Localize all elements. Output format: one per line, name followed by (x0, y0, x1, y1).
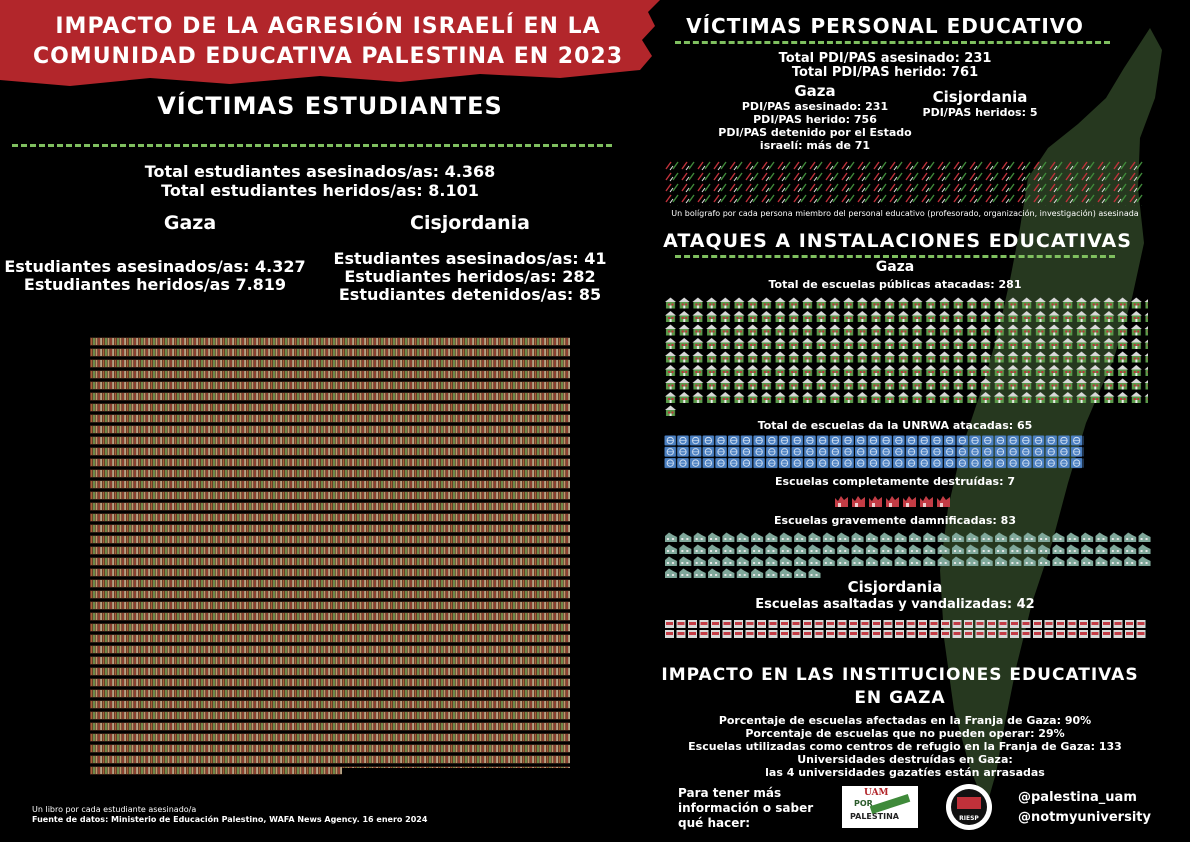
attacks-unrwa: Total de escuelas da la UNRWA atacadas: 65 (757, 419, 1033, 432)
unrwa-icon-grid (664, 435, 1084, 469)
students-caption: Un libro por cada estudiante asesinado/a (32, 805, 197, 814)
destroyed-school-icon (834, 493, 954, 509)
attacks-public-schools: Total de escuelas públicas atacadas: 281 (768, 278, 1022, 291)
staff-gaza-detained: PDI/PAS detenido por el Estado israelí: más de 71 (718, 126, 912, 152)
students-westbank-detained: Estudiantes detenidos/as: 85 (338, 285, 602, 304)
staff-total-killed: Total PDI/PAS asesinado: 231 (778, 51, 992, 66)
staff-gaza-heading: Gaza (794, 82, 836, 100)
handle-notmyuniversity[interactable]: @notmyuniversity (1018, 810, 1151, 825)
students-gaza-heading: Gaza (163, 212, 217, 234)
attacks-gaza-heading: Gaza (875, 259, 915, 275)
staff-gaza-injured: PDI/PAS herido: 756 (753, 113, 877, 126)
logo-text: POR (854, 799, 873, 808)
students-gaza-killed: Estudiantes asesinados/as: 4.327 (4, 257, 306, 276)
school-icon-grid (664, 296, 1148, 416)
staff-gaza-killed: PDI/PAS asesinado: 231 (741, 100, 889, 113)
destroyed-school-grid (834, 493, 954, 509)
divider (675, 41, 1110, 44)
institutions-line-3: Escuelas utilizadas como centros de refugio en la Franja de Gaza: 133 (688, 740, 1122, 753)
institutions-line-4: Universidades destruídas en Gaza: (797, 753, 1013, 766)
institutions-line-1: Porcentaje de escuelas afectadas en la Franja de Gaza: 90% (718, 714, 1092, 727)
attacks-heading: ATAQUES A INSTALACIONES EDUCATIVAS (663, 230, 1132, 252)
students-westbank-injured: Estudiantes heridos/as: 282 (344, 267, 596, 286)
school-icon (664, 404, 678, 416)
unrwa-icon (664, 435, 1084, 469)
students-gaza-injured: Estudiantes heridos/as 7.819 (23, 275, 287, 294)
students-total-killed: Total estudiantes asesinados/as: 4.368 (144, 162, 496, 181)
damaged-school-grid (664, 531, 1152, 579)
page-title: IMPACTO DE LA AGRESIÓN ISRAELÍ EN LA COMUNIDAD EDUCATIVA PALESTINA EN 2023 (32, 14, 624, 69)
students-total-injured: Total estudiantes heridos/as: 8.101 (161, 181, 479, 200)
pen-icon-grid (664, 160, 1144, 206)
institutions-line-2: Porcentaje de escuelas que no pueden operar: 29% (745, 727, 1065, 740)
staff-total-injured: Total PDI/PAS herido: 761 (791, 65, 979, 80)
attacks-westbank-heading: Cisjordania (847, 578, 943, 596)
logo-text: PALESTINA (850, 812, 899, 821)
handle-palestina-uam[interactable]: @palestina_uam (1018, 790, 1137, 805)
staff-caption: Un bolígrafo por cada persona miembro del personal educativo (profesorado, organización, investigación) asesinada (671, 209, 1139, 218)
staff-westbank-heading: Cisjordania (932, 88, 1028, 106)
uam-por-palestina-logo[interactable] (842, 786, 918, 828)
staff-heading: VÍCTIMAS PERSONAL EDUCATIVO (686, 14, 1084, 38)
attacks-vandalized: Escuelas asaltadas y vandalizadas: 42 (755, 597, 1035, 612)
students-westbank-heading: Cisjordania (410, 212, 530, 234)
logo-text: RIESP (959, 815, 979, 822)
staff-westbank-injured: PDI/PAS heridos: 5 (922, 106, 1038, 119)
school-icon (664, 296, 1148, 404)
institutions-line-5: las 4 universidades gazatíes están arrasadas (765, 766, 1045, 779)
students-westbank-killed: Estudiantes asesinados/as: 41 (333, 249, 607, 268)
attacks-destroyed: Escuelas completamente destruídas: 7 (775, 475, 1015, 488)
divider (675, 255, 1115, 258)
source-note: Fuente de datos: Ministerio de Educación Palestino, WAFA News Agency. 16 enero 2024 (32, 815, 428, 824)
pen-icon (664, 160, 1144, 206)
logo-text: UAM (864, 788, 889, 798)
riesp-logo[interactable] (946, 784, 992, 830)
institutions-heading: IMPACTO EN LAS INSTITUCIONES EDUCATIVAS EN GAZA (661, 665, 1139, 708)
vandalized-school-grid (664, 619, 1148, 639)
damaged-school-icon (664, 531, 1152, 567)
attacks-damaged: Escuelas gravemente damnificadas: 83 (774, 514, 1016, 527)
divider (12, 144, 612, 147)
book-icon (90, 336, 570, 776)
students-heading: VÍCTIMAS ESTUDIANTES (157, 92, 503, 120)
vandalized-school-icon (664, 619, 1148, 639)
book-icon-grid (90, 336, 570, 776)
more-info-text: Para tener más información o saber qué hacer: (678, 786, 814, 830)
